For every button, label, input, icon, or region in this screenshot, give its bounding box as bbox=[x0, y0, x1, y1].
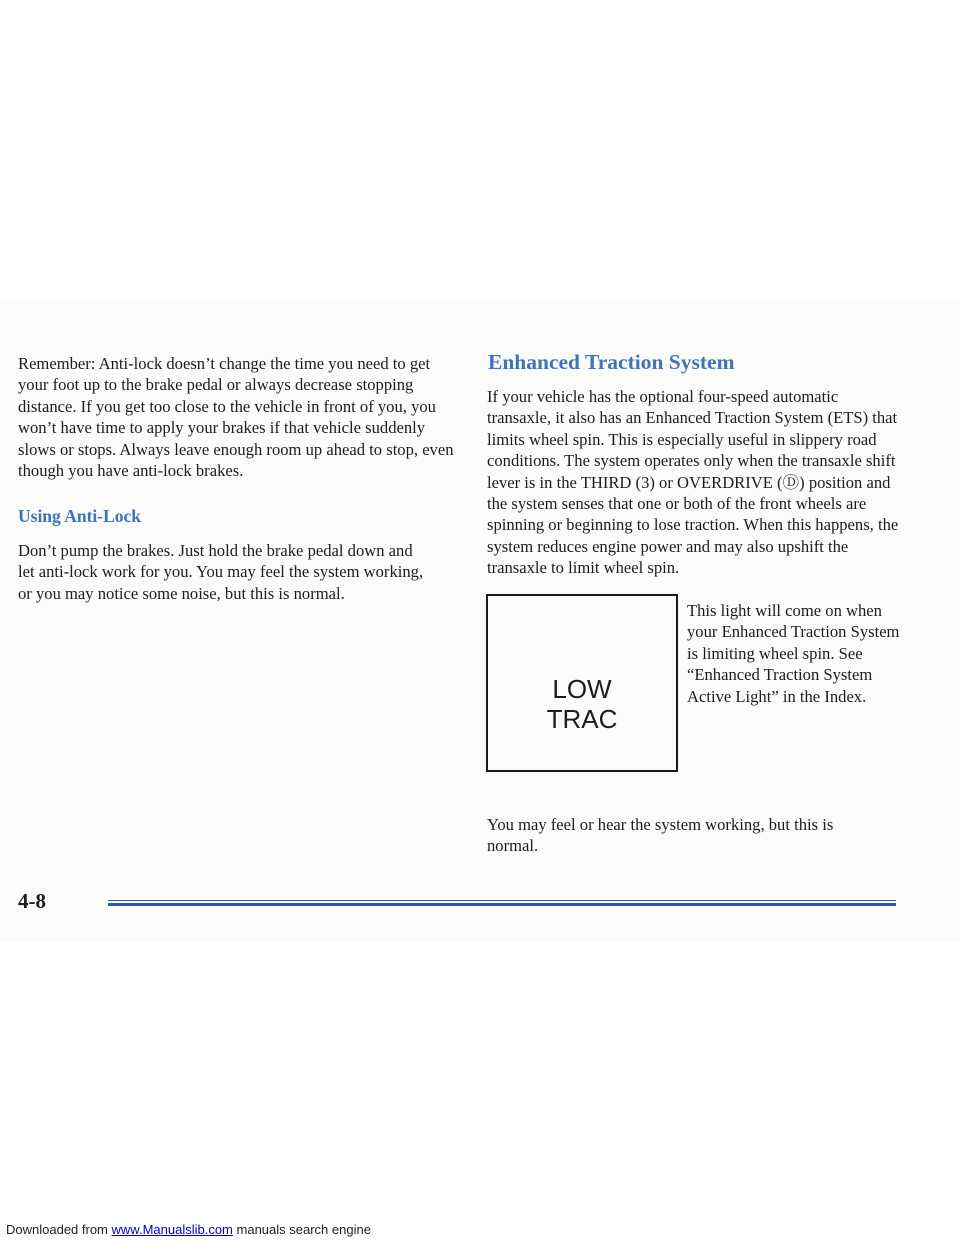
footer-rule-thin bbox=[108, 900, 896, 901]
download-footer bbox=[6, 1222, 371, 1237]
manualslib-link[interactable]: www.Manualslib.com bbox=[111, 1222, 233, 1237]
using-anti-lock-paragraph: Don’t pump the brakes. Just hold the brake pedal down and let anti-lock work for you. You may feel the system working, or you may notice some noise, but this is normal. bbox=[18, 541, 424, 603]
light-description-paragraph: This light will come on when your Enhanced Traction System is limiting wheel spin. See “Enhanced Traction System Active Light” in the Index. bbox=[687, 601, 900, 706]
page-number: 4-8 bbox=[18, 889, 46, 913]
footer-prefix: Downloaded from bbox=[6, 1222, 108, 1237]
footer-rule-thick bbox=[108, 903, 896, 906]
footer-suffix: manuals search engine bbox=[236, 1222, 371, 1237]
enhanced-traction-paragraph: If your vehicle has the optional four-speed automatic transaxle, it also has an Enhanced Traction System (ETS) that limits wheel spin. This is especially useful in slippery road conditions. The system operates only when the transaxle shift lever is in the THIRD (3) or OVERDRIVE (Ⓓ) position and the system senses that one or both of the front wheels are spinning or beginning to lose traction. When this happens, the system reduces engine power and may also upshift the transaxle to limit wheel spin. bbox=[487, 387, 899, 578]
remember-paragraph: Remember: Anti-lock doesn’t change the time you need to get your foot up to the brake pedal or always decrease stopping distance. If you get too close to the vehicle in front of you, you won’t have time to apply your brakes if that vehicle suddenly slows or stops. Always leave enough room up ahead to stop, even though you have anti-lock brakes. bbox=[18, 354, 454, 481]
enhanced-traction-heading: Enhanced Traction System bbox=[488, 350, 735, 374]
low-trac-line-2: TRAC bbox=[546, 704, 618, 734]
low-trac-label bbox=[488, 674, 676, 734]
low-trac-light-illustration bbox=[486, 594, 678, 772]
low-trac-line-1: LOW bbox=[552, 674, 612, 704]
system-noise-paragraph: You may feel or hear the system working, but this is normal. bbox=[487, 815, 834, 856]
using-anti-lock-heading: Using Anti-Lock bbox=[18, 506, 142, 526]
